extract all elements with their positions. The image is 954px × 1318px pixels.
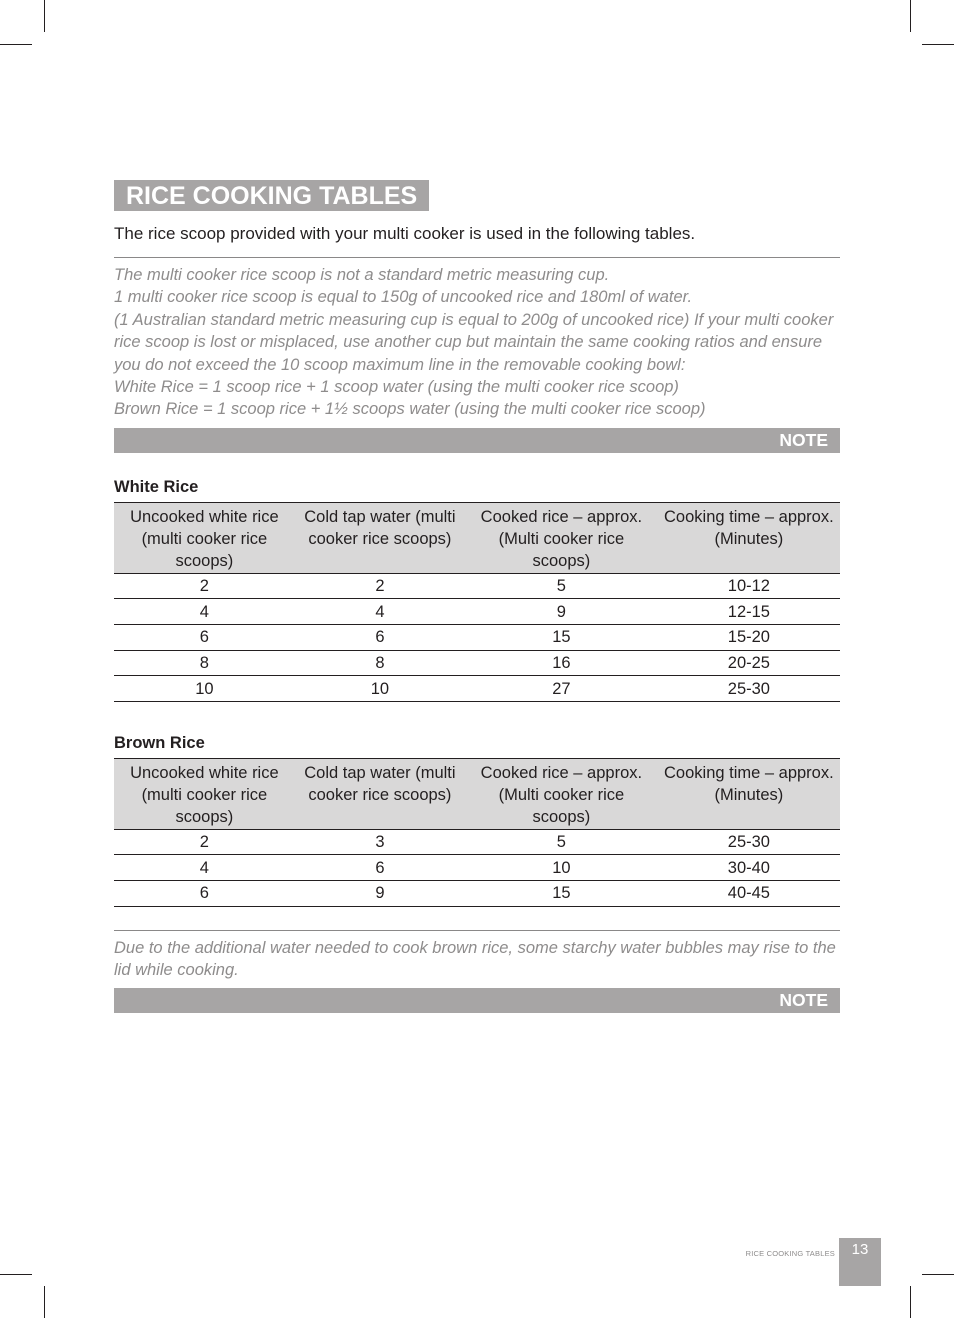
table-cell: 10-12 xyxy=(658,573,840,599)
table-row xyxy=(114,625,840,651)
page-content xyxy=(114,180,840,1013)
table-cell: 6 xyxy=(295,625,465,651)
note-line: 1 multi cooker rice scoop is equal to 150g of uncooked rice and 180ml of water. xyxy=(114,288,693,307)
crop-mark xyxy=(0,44,32,45)
table-row xyxy=(114,676,840,702)
crop-mark xyxy=(44,0,45,32)
table-cell: 3 xyxy=(295,829,465,855)
column-header: Cooked rice – approx. (Multi cooker rice scoops) xyxy=(465,758,658,829)
note-line: The multi cooker rice scoop is not a standard metric measuring cup. xyxy=(114,266,610,284)
table-cell: 16 xyxy=(465,650,658,676)
column-header: Uncooked white rice (multi cooker rice scoops) xyxy=(114,502,295,573)
column-header: Cooked rice – approx. (Multi cooker rice scoops) xyxy=(465,502,658,573)
table-cell: 8 xyxy=(114,650,295,676)
column-header: Cold tap water (multi cooker rice scoops) xyxy=(295,502,465,573)
brown-rice-table xyxy=(114,758,840,907)
note-line: Brown Rice = 1 scoop rice + 1½ scoops water (using the multi cooker rice scoop) xyxy=(114,400,706,419)
table-cell: 6 xyxy=(114,881,295,907)
table-row xyxy=(114,855,840,881)
table-cell: 10 xyxy=(114,676,295,702)
table-cell: 25-30 xyxy=(658,676,840,702)
crop-mark xyxy=(0,1274,32,1275)
table-cell: 4 xyxy=(295,599,465,625)
table-cell: 12-15 xyxy=(658,599,840,625)
table-row xyxy=(114,829,840,855)
table-cell: 2 xyxy=(114,573,295,599)
crop-mark xyxy=(910,1286,911,1318)
table-cell: 10 xyxy=(295,676,465,702)
table-cell: 25-30 xyxy=(658,829,840,855)
table-cell: 6 xyxy=(295,855,465,881)
note-line: White Rice = 1 scoop rice + 1 scoop water (using the multi cooker rice scoop) xyxy=(114,378,679,397)
table-row xyxy=(114,599,840,625)
table-row xyxy=(114,573,840,599)
table-row xyxy=(114,650,840,676)
note-label-bar: NOTE xyxy=(114,428,840,453)
page-title: RICE COOKING TABLES xyxy=(114,180,429,211)
note-text-ratios xyxy=(114,264,840,421)
table-cell: 5 xyxy=(465,829,658,855)
note-label-bar: NOTE xyxy=(114,988,840,1013)
table-header-row xyxy=(114,758,840,829)
table-cell: 8 xyxy=(295,650,465,676)
column-header: Cooking time – approx. (Minutes) xyxy=(658,758,840,829)
table-cell: 40-45 xyxy=(658,881,840,907)
crop-mark xyxy=(910,0,911,32)
table-cell: 15 xyxy=(465,881,658,907)
table-cell: 4 xyxy=(114,855,295,881)
note-block-brown-rice xyxy=(114,930,840,1014)
table-cell: 30-40 xyxy=(658,855,840,881)
page-number: 13 xyxy=(839,1238,881,1286)
table-cell: 15 xyxy=(465,625,658,651)
table-cell: 15-20 xyxy=(658,625,840,651)
white-rice-title: White Rice xyxy=(114,477,199,496)
table-cell: 5 xyxy=(465,573,658,599)
intro-text: The rice scoop provided with your multi cooker is used in the following tables. xyxy=(114,224,696,243)
table-cell: 4 xyxy=(114,599,295,625)
note-text-brown-rice: Due to the additional water needed to cook brown rice, some starchy water bubbles may rise to the lid while cooking. xyxy=(114,938,836,979)
crop-mark xyxy=(922,44,954,45)
crop-mark xyxy=(922,1274,954,1275)
table-row xyxy=(114,881,840,907)
table-cell: 27 xyxy=(465,676,658,702)
table-cell: 10 xyxy=(465,855,658,881)
crop-mark xyxy=(44,1286,45,1318)
white-rice-table xyxy=(114,502,840,702)
table-cell: 9 xyxy=(295,881,465,907)
note-line: (1 Australian standard metric measuring cup is equal to 200g of uncooked rice) If your multi cooker rice scoop is lost or misplaced, use another cup but maintain the same cooking ratios and ensure you do not exceed the 10 scoop maximum line in the removable cooking bowl: xyxy=(114,310,834,374)
brown-rice-title: Brown Rice xyxy=(114,733,205,752)
table-cell: 20-25 xyxy=(658,650,840,676)
column-header: Cooking time – approx. (Minutes) xyxy=(658,502,840,573)
table-cell: 9 xyxy=(465,599,658,625)
table-cell: 2 xyxy=(295,573,465,599)
table-cell: 6 xyxy=(114,625,295,651)
table-cell: 2 xyxy=(114,829,295,855)
footer-section-label: RICE COOKING TABLES xyxy=(745,1249,835,1258)
column-header: Cold tap water (multi cooker rice scoops) xyxy=(295,758,465,829)
note-block-ratios xyxy=(114,257,840,453)
table-header-row xyxy=(114,502,840,573)
column-header: Uncooked white rice (multi cooker rice scoops) xyxy=(114,758,295,829)
